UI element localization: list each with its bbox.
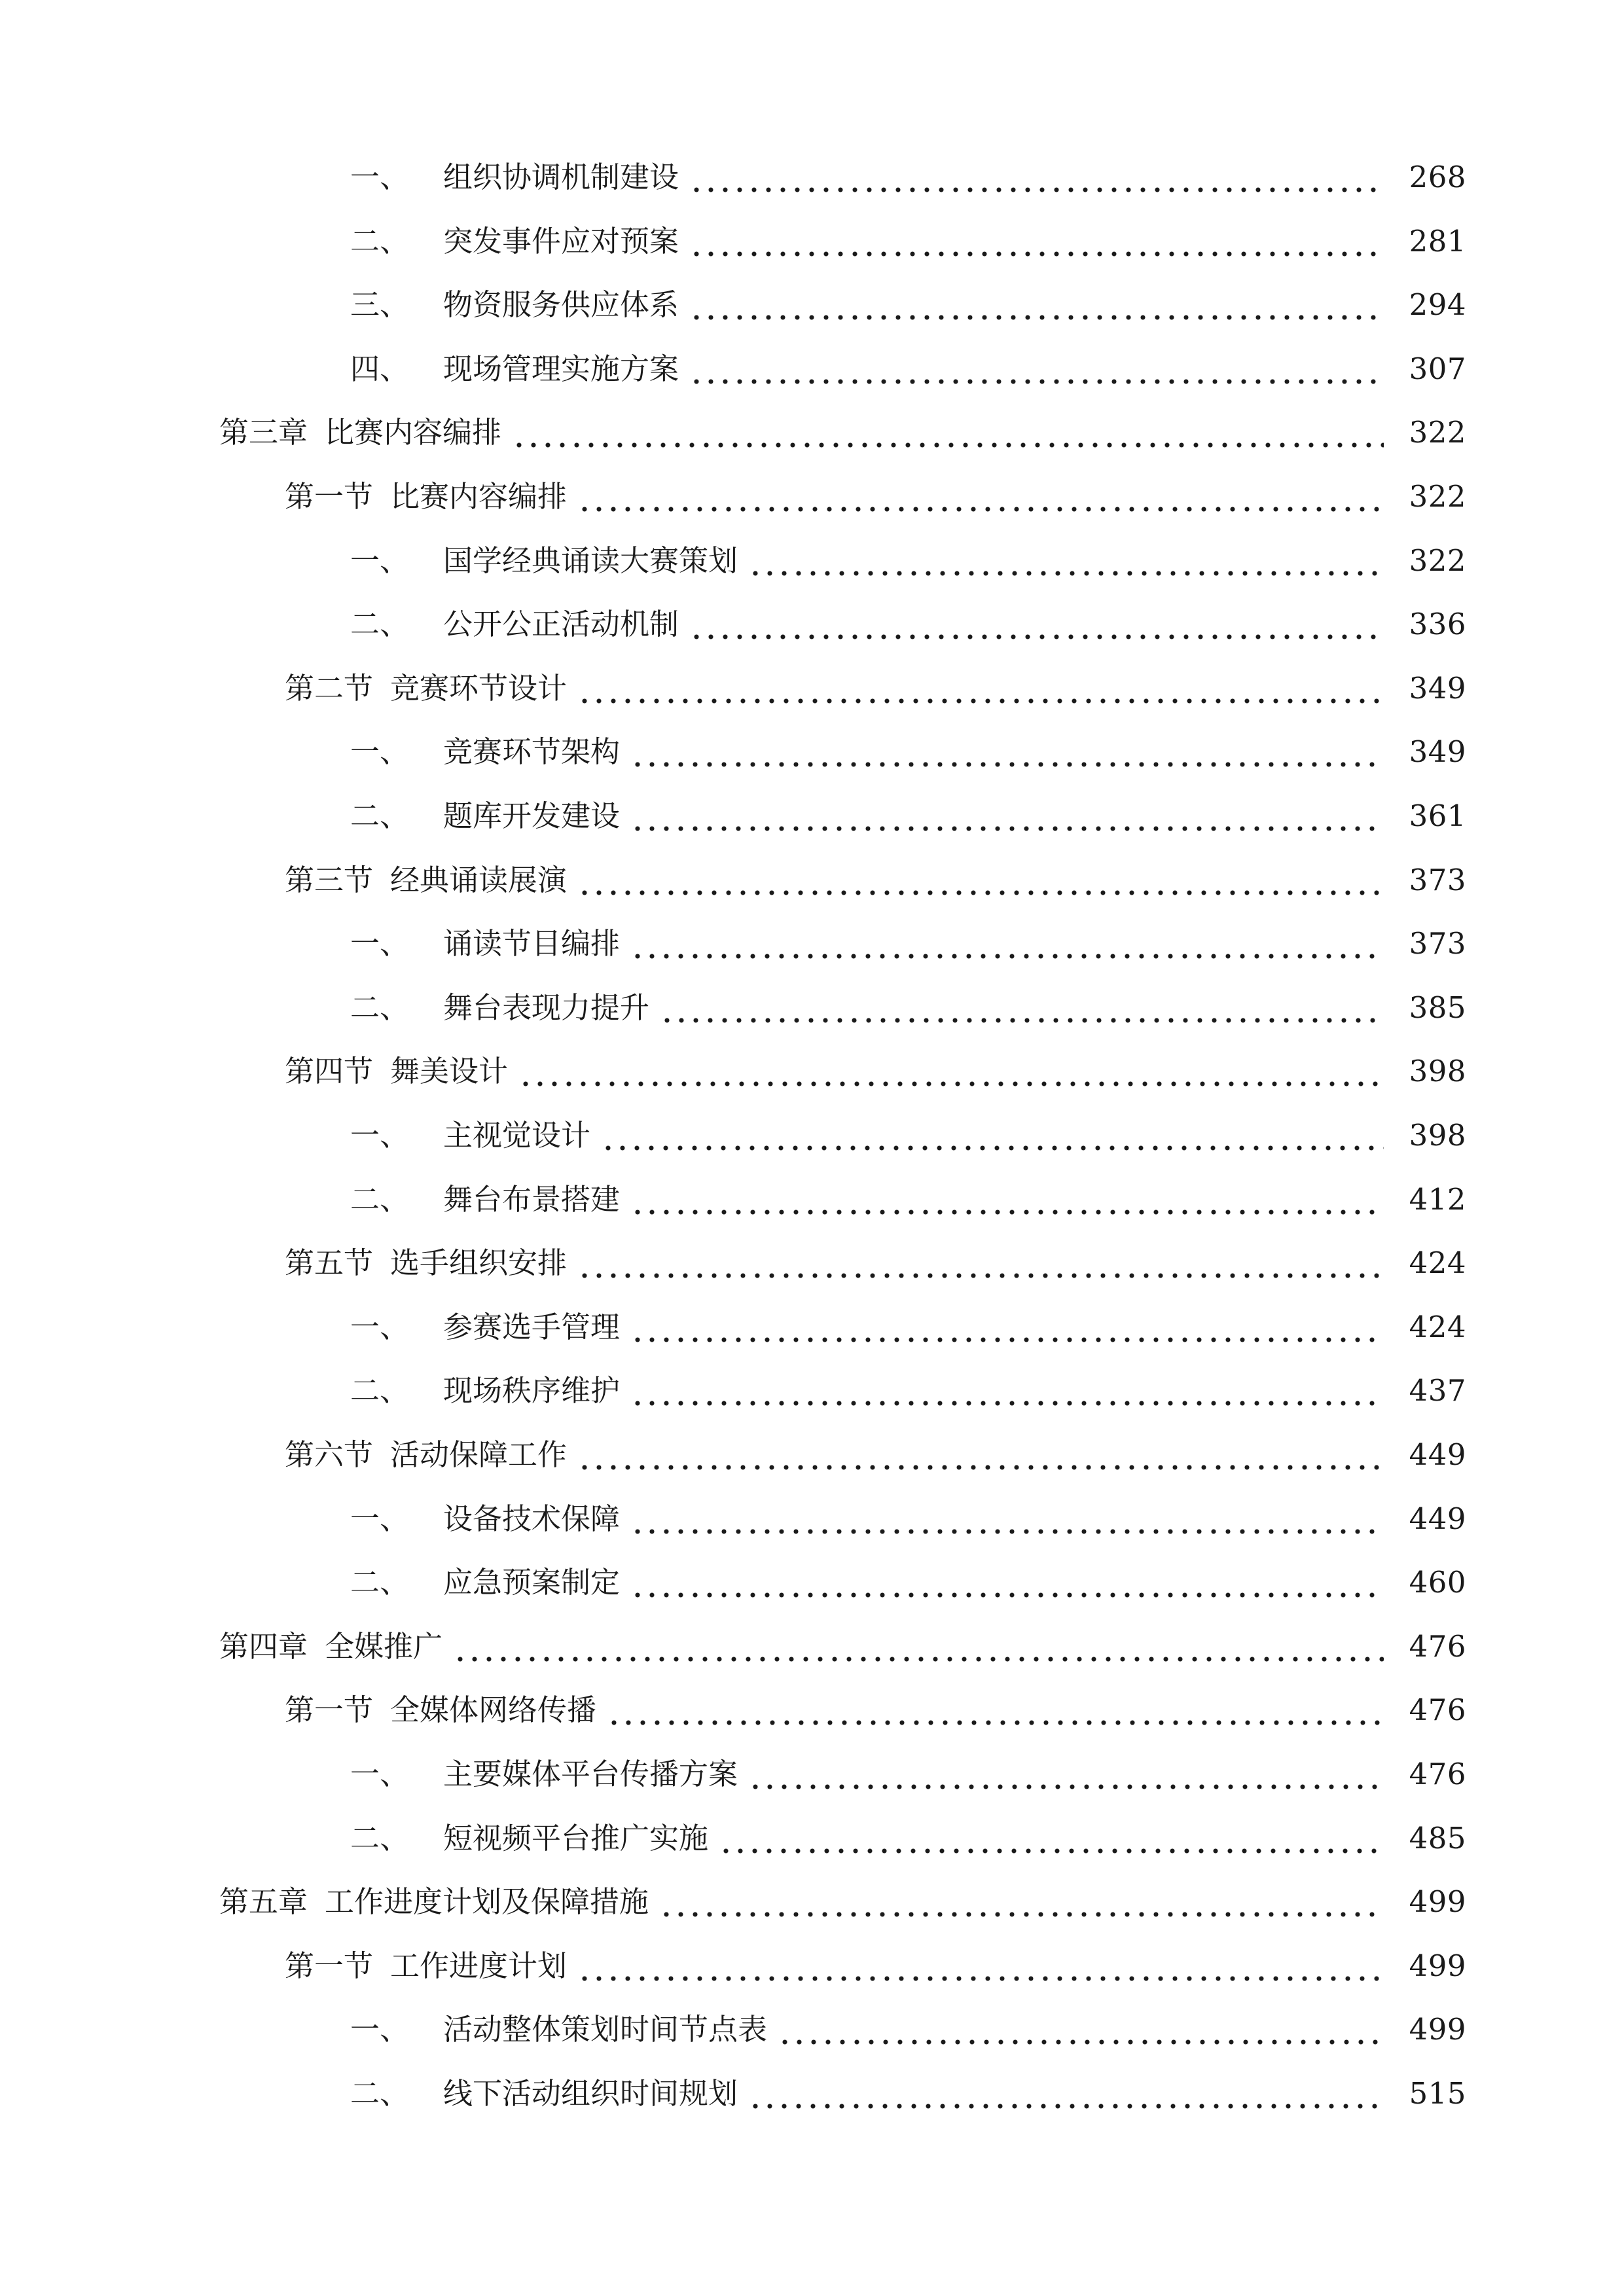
dot-leader [607, 1687, 1384, 1733]
toc-entry-title: 参赛选手管理 [443, 1310, 621, 1344]
dot-leader [601, 1113, 1384, 1158]
dot-leader [630, 729, 1384, 775]
dot-leader [518, 1049, 1384, 1094]
toc-entry-title: 突发事件应对预案 [443, 224, 679, 259]
toc-entry-title: 工作进度计划及保障措施 [325, 1884, 649, 1919]
toc-entry-page-number: 349 [1409, 734, 1466, 769]
toc-entry-page-number: 373 [1409, 863, 1466, 897]
toc-entry-level-3[interactable] [350, 1304, 1466, 1350]
toc-entry-level-3[interactable] [350, 1368, 1466, 1414]
dot-leader [719, 1816, 1384, 1861]
toc-entry-number: 第一节 [285, 1693, 374, 1727]
dot-leader [630, 793, 1384, 839]
toc-entry-number: 一、 [350, 160, 410, 194]
toc-entry-number: 一、 [350, 2012, 410, 2047]
dot-leader [577, 1240, 1384, 1286]
toc-entry-level-2[interactable] [285, 1432, 1466, 1478]
toc-entry-level-3[interactable] [350, 538, 1466, 584]
toc-entry-page-number: 437 [1409, 1373, 1466, 1408]
toc-entry-number: 二、 [350, 990, 410, 1025]
toc-entry-page-number: 361 [1409, 798, 1466, 833]
dot-leader [689, 346, 1384, 392]
toc-entry-page-number: 476 [1409, 1757, 1466, 1791]
toc-entry-title: 选手组织安排 [390, 1246, 568, 1280]
toc-entry-level-2[interactable] [285, 666, 1466, 711]
toc-entry-page-number: 412 [1409, 1182, 1466, 1217]
toc-entry-page-number: 476 [1409, 1629, 1466, 1664]
toc-entry-title: 活动整体策划时间节点表 [443, 2012, 768, 2047]
toc-entry-title: 比赛内容编排 [390, 479, 568, 514]
toc-entry-title: 工作进度计划 [390, 1948, 568, 1983]
toc-entry-level-3[interactable] [350, 1751, 1466, 1797]
toc-entry-number: 一、 [350, 543, 410, 578]
toc-entry-level-3[interactable] [350, 1560, 1466, 1605]
dot-leader [577, 1943, 1384, 1989]
toc-entry-title: 全媒推广 [325, 1629, 443, 1664]
toc-entry-number: 四、 [350, 351, 410, 386]
dot-leader [577, 666, 1384, 711]
toc-entry-title: 竞赛环节架构 [443, 734, 621, 769]
dot-leader [689, 219, 1384, 264]
toc-entry-number: 二、 [350, 2076, 410, 2111]
dot-leader [689, 154, 1384, 200]
dot-leader [659, 1879, 1384, 1925]
toc-entry-page-number: 336 [1409, 607, 1466, 641]
toc-entry-number: 第一节 [285, 1948, 374, 1983]
toc-entry-number: 第五节 [285, 1246, 374, 1280]
toc-entry-page-number: 307 [1409, 351, 1466, 386]
toc-entry-page-number: 281 [1409, 224, 1466, 259]
toc-entry-number: 第四章 [219, 1629, 308, 1664]
dot-leader [689, 601, 1384, 647]
toc-entry-level-3[interactable] [350, 985, 1466, 1031]
toc-entry-number: 二、 [350, 607, 410, 641]
toc-entry-number: 二、 [350, 1373, 410, 1408]
toc-entry-page-number: 460 [1409, 1565, 1466, 1600]
toc-entry-level-2[interactable] [285, 1687, 1466, 1733]
toc-entry-level-3[interactable] [350, 219, 1466, 264]
toc-entry-number: 第三章 [219, 415, 308, 450]
toc-entry-level-1[interactable] [219, 1624, 1466, 1670]
toc-entry-page-number: 398 [1409, 1118, 1466, 1153]
toc-entry-title: 现场管理实施方案 [443, 351, 679, 386]
toc-entry-number: 一、 [350, 1310, 410, 1344]
toc-entry-level-3[interactable] [350, 601, 1466, 647]
toc-entry-page-number: 294 [1409, 287, 1466, 322]
toc-entry-page-number: 373 [1409, 926, 1466, 961]
toc-entry-level-1[interactable] [219, 1879, 1466, 1925]
toc-entry-title: 设备技术保障 [443, 1501, 621, 1536]
toc-entry-page-number: 322 [1409, 479, 1466, 514]
toc-entry-level-3[interactable] [350, 1496, 1466, 1542]
toc-entry-number: 二、 [350, 1565, 410, 1600]
toc-entry-title: 比赛内容编排 [325, 415, 502, 450]
toc-entry-number: 三、 [350, 287, 410, 322]
toc-entry-number: 一、 [350, 1501, 410, 1536]
toc-entry-level-3[interactable] [350, 282, 1466, 328]
dot-leader [630, 921, 1384, 967]
toc-entry-number: 第五章 [219, 1884, 308, 1919]
dot-leader [577, 857, 1384, 903]
toc-entry-title: 国学经典诵读大赛策划 [443, 543, 738, 578]
dot-leader [630, 1177, 1384, 1223]
toc-entry-title: 竞赛环节设计 [390, 671, 568, 706]
toc-entry-number: 一、 [350, 1118, 410, 1153]
dot-leader [689, 282, 1384, 328]
toc-entry-title: 现场秩序维护 [443, 1373, 621, 1408]
toc-entry-title: 主要媒体平台传播方案 [443, 1757, 738, 1791]
toc-entry-page-number: 424 [1409, 1310, 1466, 1344]
toc-entry-title: 舞台表现力提升 [443, 990, 650, 1025]
toc-entry-page-number: 424 [1409, 1246, 1466, 1280]
toc-entry-title: 题库开发建设 [443, 798, 621, 833]
toc-entry-level-2[interactable] [285, 1049, 1466, 1094]
toc-entry-title: 组织协调机制建设 [443, 160, 679, 194]
toc-entry-level-3[interactable] [350, 2007, 1466, 2053]
toc-entry-page-number: 322 [1409, 543, 1466, 578]
toc-entry-page-number: 322 [1409, 415, 1466, 450]
toc-entry-number: 二、 [350, 1821, 410, 1856]
toc-entry-number: 第六节 [285, 1437, 374, 1472]
toc-entry-title: 短视频平台推广实施 [443, 1821, 709, 1856]
toc-entry-page-number: 398 [1409, 1054, 1466, 1088]
toc-entry-level-3[interactable] [350, 921, 1466, 967]
toc-entry-title: 线下活动组织时间规划 [443, 2076, 738, 2111]
dot-leader [778, 2007, 1384, 2053]
toc-entry-number: 一、 [350, 926, 410, 961]
toc-entry-page-number: 268 [1409, 160, 1466, 194]
toc-entry-number: 二、 [350, 224, 410, 259]
toc-entry-title: 诵读节目编排 [443, 926, 621, 961]
toc-entry-page-number: 449 [1409, 1501, 1466, 1536]
toc-entry-number: 第一节 [285, 479, 374, 514]
dot-leader [512, 410, 1384, 456]
toc-entry-number: 二、 [350, 1182, 410, 1217]
toc-entry-title: 舞台布景搭建 [443, 1182, 621, 1217]
toc-entry-level-2[interactable] [285, 1240, 1466, 1286]
dot-leader [660, 985, 1384, 1031]
dot-leader [630, 1304, 1384, 1350]
toc-entry-level-3[interactable] [350, 346, 1466, 392]
toc-entry-title: 应急预案制定 [443, 1565, 621, 1600]
toc-entry-page-number: 499 [1409, 1884, 1466, 1919]
toc-entry-level-1[interactable] [219, 410, 1466, 456]
toc-entry-page-number: 499 [1409, 1948, 1466, 1983]
toc-entry-title: 舞美设计 [390, 1054, 509, 1088]
toc-entry-page-number: 515 [1409, 2076, 1466, 2111]
toc-entry-level-3[interactable] [350, 1113, 1466, 1158]
toc-entry-title: 公开公正活动机制 [443, 607, 679, 641]
toc-entry-page-number: 449 [1409, 1437, 1466, 1472]
dot-leader [630, 1560, 1384, 1605]
toc-entry-page-number: 499 [1409, 2012, 1466, 2047]
toc-entry-number: 第三节 [285, 863, 374, 897]
dot-leader [630, 1368, 1384, 1414]
toc-entry-title: 主视觉设计 [443, 1118, 591, 1153]
toc-entry-number: 第四节 [285, 1054, 374, 1088]
toc-entry-number: 一、 [350, 1757, 410, 1791]
toc-entry-level-2[interactable] [285, 1943, 1466, 1989]
toc-entry-number: 第二节 [285, 671, 374, 706]
toc-entry-title: 经典诵读展演 [390, 863, 568, 897]
toc-entry-page-number: 349 [1409, 671, 1466, 706]
dot-leader [748, 1751, 1384, 1797]
toc-entry-page-number: 385 [1409, 990, 1466, 1025]
toc-entry-title: 活动保障工作 [390, 1437, 568, 1472]
toc-entry-level-3[interactable] [350, 154, 1466, 200]
dot-leader [453, 1624, 1384, 1670]
toc-entry-level-3[interactable] [350, 1816, 1466, 1861]
dot-leader [630, 1496, 1384, 1542]
toc-entry-page-number: 485 [1409, 1821, 1466, 1856]
toc-entry-number: 二、 [350, 798, 410, 833]
dot-leader [577, 474, 1384, 520]
toc-entry-title: 全媒体网络传播 [390, 1693, 597, 1727]
dot-leader [748, 538, 1384, 584]
toc-entry-level-3[interactable] [350, 729, 1466, 775]
dot-leader [748, 2071, 1384, 2117]
dot-leader [577, 1432, 1384, 1478]
toc-entry-level-2[interactable] [285, 857, 1466, 903]
toc-entry-level-2[interactable] [285, 474, 1466, 520]
toc-entry-level-3[interactable] [350, 2071, 1466, 2117]
toc-entry-number: 一、 [350, 734, 410, 769]
toc-entry-level-3[interactable] [350, 1177, 1466, 1223]
toc-entry-title: 物资服务供应体系 [443, 287, 679, 322]
toc-entry-page-number: 476 [1409, 1693, 1466, 1727]
toc-entry-level-3[interactable] [350, 793, 1466, 839]
